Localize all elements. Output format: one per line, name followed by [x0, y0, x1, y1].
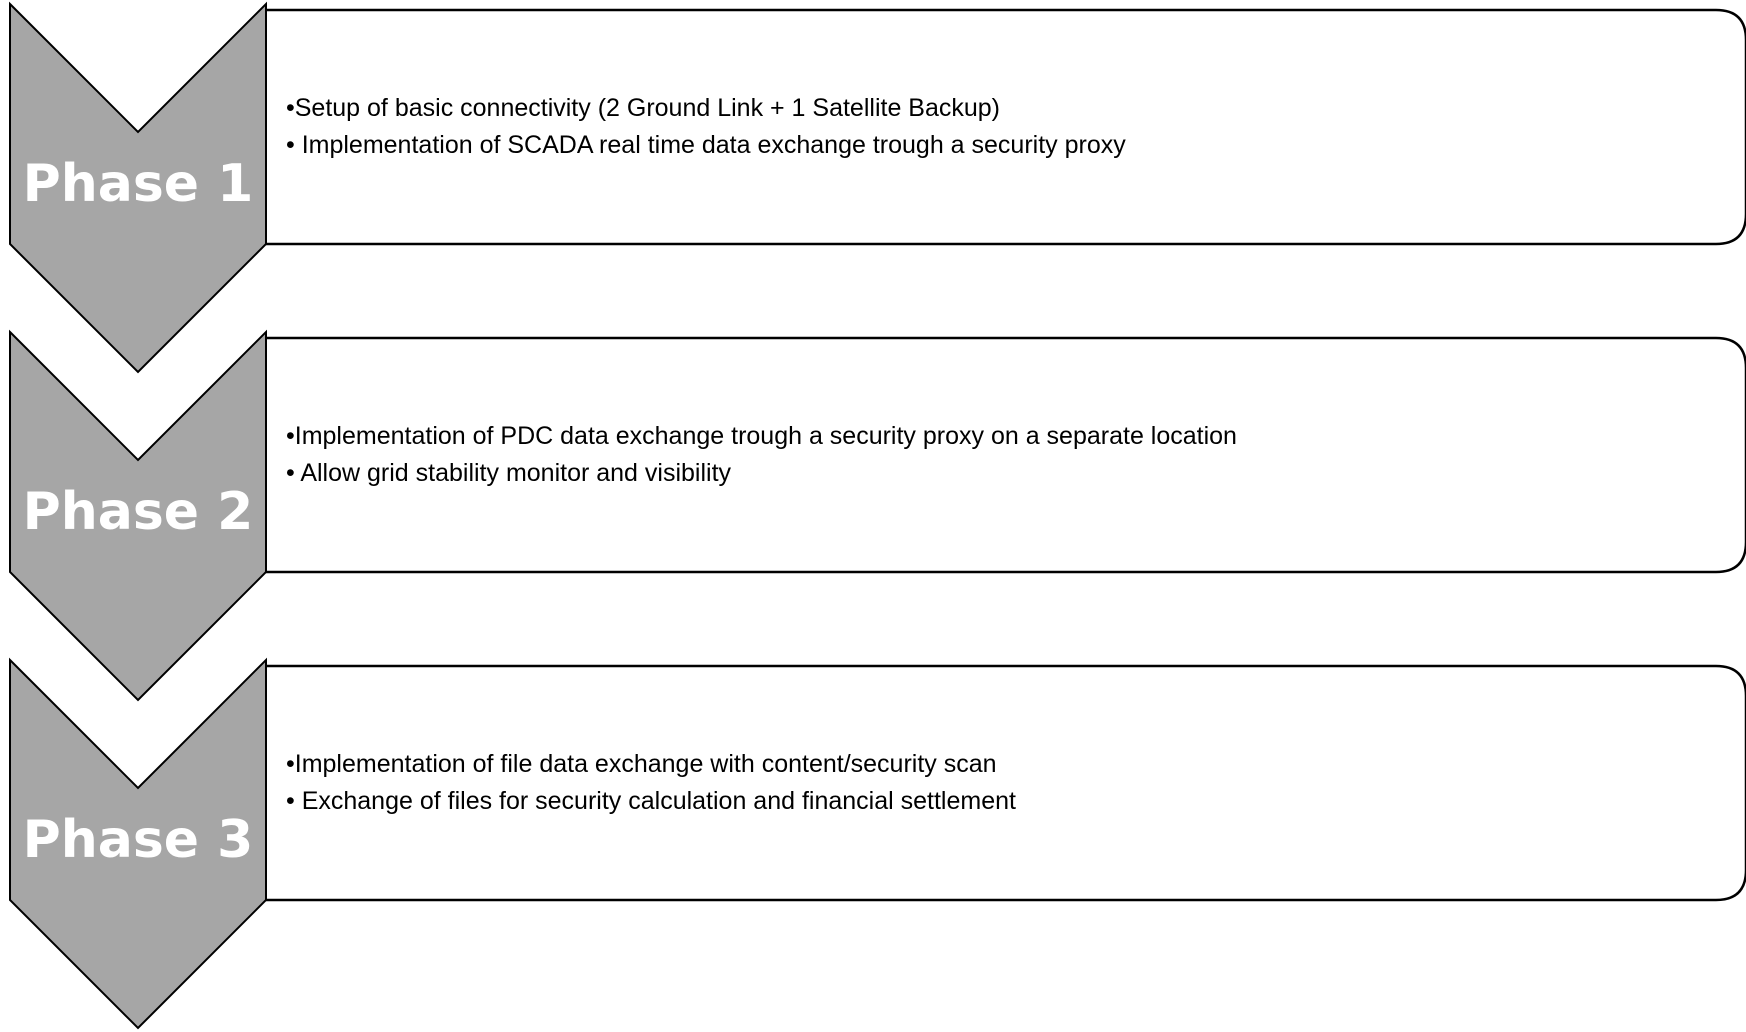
phase-3-bullet-1: •Implementation of file data exchange with content/security scan — [286, 750, 997, 778]
phase-2-bullet-list — [286, 418, 1237, 492]
phase-2-bullet-1: •Implementation of PDC data exchange trough a security proxy on a separate location — [286, 422, 1237, 450]
phase-1-bullet-2: • Implementation of SCADA real time data exchange trough a security proxy — [286, 131, 1126, 159]
phase-3-label: Phase 3 — [22, 810, 254, 870]
phase-1-bullet-1: •Setup of basic connectivity (2 Ground Link + 1 Satellite Backup) — [286, 94, 1001, 122]
phase-1-bullet-list — [286, 90, 1126, 164]
phase-2-label: Phase 2 — [22, 482, 254, 542]
phase-1-label: Phase 1 — [22, 154, 254, 214]
phase-3-bullet-list — [286, 746, 1016, 820]
phase-row-2 — [0, 332, 1746, 704]
phase-row-3 — [0, 660, 1746, 1032]
phase-row-1 — [0, 4, 1746, 376]
phase-2-bullet-2: • Allow grid stability monitor and visibility — [286, 459, 732, 487]
phase-3-bullet-2: • Exchange of files for security calculation and financial settlement — [286, 787, 1016, 815]
